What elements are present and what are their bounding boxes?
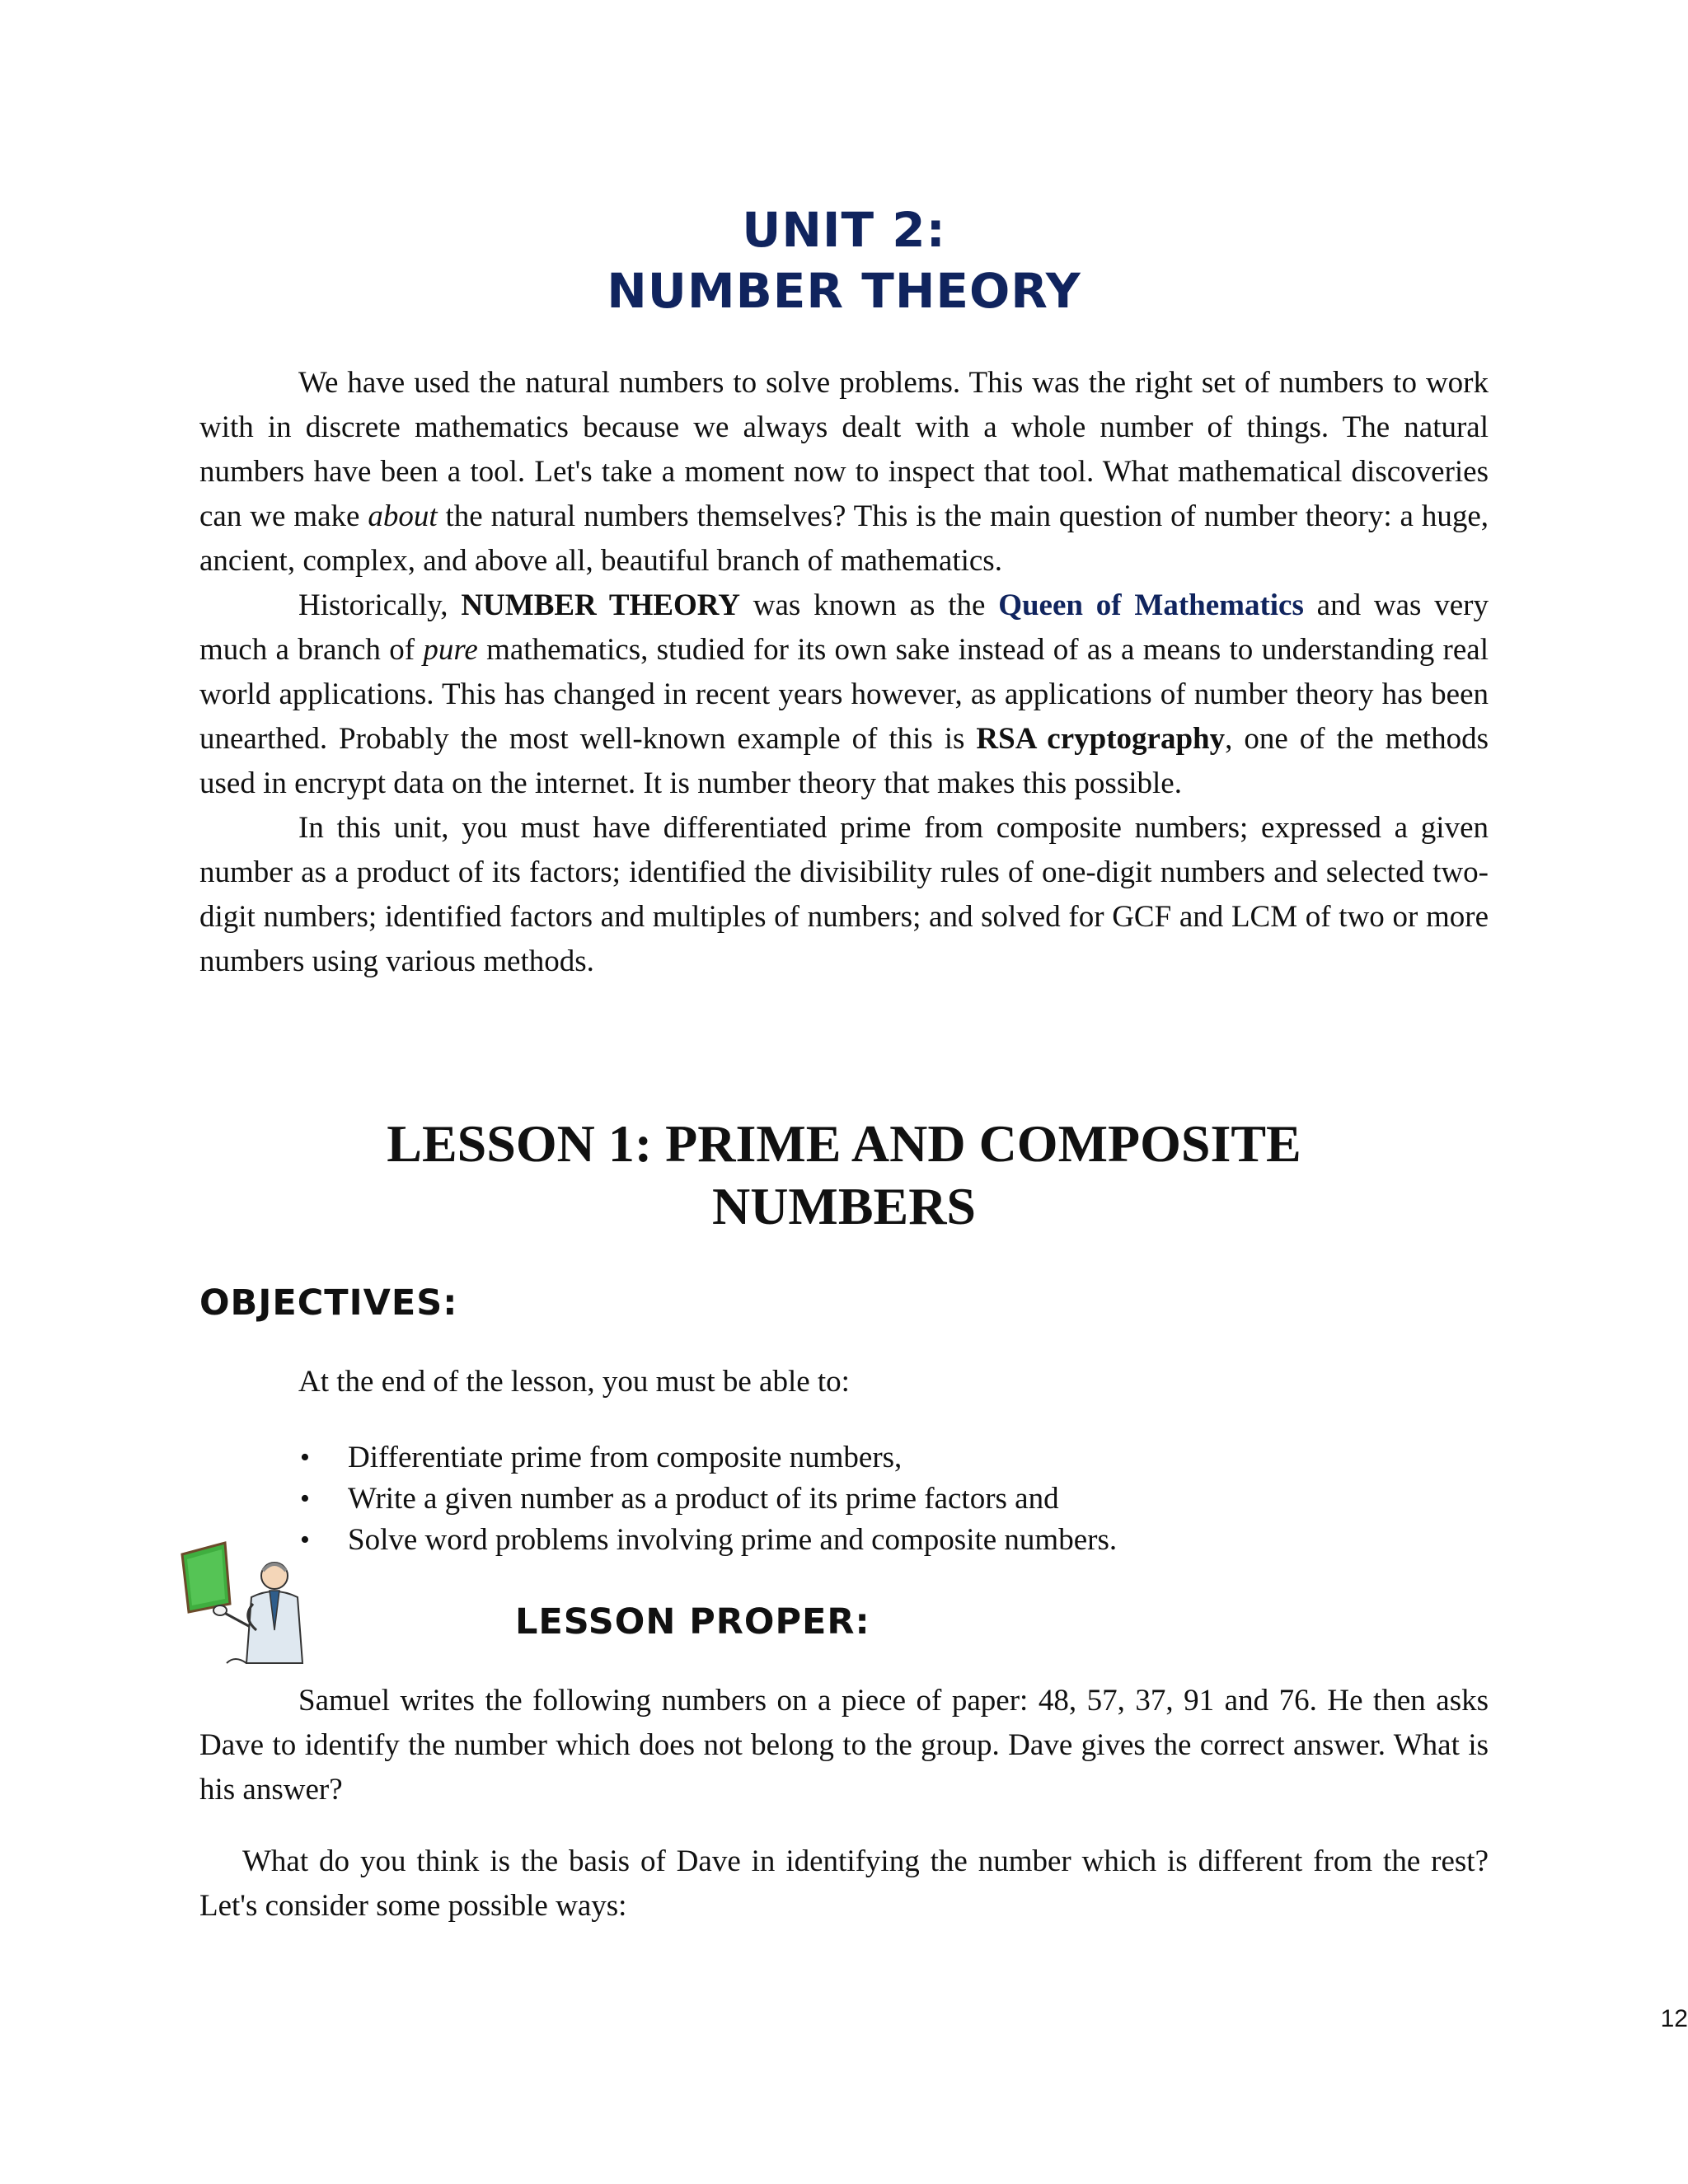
- text-run: the natural numbers themselves? This is the main question of number theory: a huge, ancient, complex, and above all, beautiful branch of mathematics.: [199, 499, 1489, 578]
- unit-title-line1: UNIT 2:: [742, 202, 946, 258]
- objectives-list: [298, 1437, 1117, 1561]
- story-section: [199, 1679, 1489, 1812]
- intro-paragraph-1: [199, 361, 1489, 583]
- text-run: Historically,: [298, 588, 462, 622]
- text-run: We have used the natural numbers to solve problems. This was the right set of numbers to work with in discrete mathematics because we always dealt with a whole number of things. The natural numbers have been a tool. Let's take a moment now to inspect that tool. What mathematical discoveries can we make: [199, 366, 1489, 533]
- text-run: , one of the methods used in encrypt data on the internet. It is number theory that makes this possible.: [199, 722, 1489, 800]
- emphasis-pure: pure: [423, 633, 478, 667]
- highlight-queen-of-mathematics: Queen of Mathematics: [998, 588, 1304, 622]
- question-paragraph: What do you think is the basis of Dave in identifying the number which is different from the rest? Let's consider some possible ways:: [199, 1844, 1489, 1923]
- text-run: and was very much a branch of: [199, 588, 1489, 667]
- lesson-proper-heading: LESSON PROPER:: [515, 1601, 870, 1643]
- objective-text: Differentiate prime from composite numbers,: [348, 1441, 903, 1474]
- lesson-title-line2: NUMBERS: [711, 1177, 977, 1235]
- bullet-icon: •: [300, 1483, 310, 1514]
- intro-paragraph-3: In this unit, you must have differentiated prime from composite numbers; expressed a given number as a product of its factors; identified the divisibility rules of one-digit numbers and selected two-digit numbers; identified factors and multiples of numbers; and solved for GCF and LCM of two or more numbers using various methods.: [199, 811, 1489, 978]
- unit-title-line2: NUMBER THEORY: [607, 263, 1081, 319]
- bold-rsa-cryptography: RSA cryptography: [976, 722, 1226, 756]
- objectives-intro: At the end of the lesson, you must be able to:: [298, 1365, 850, 1399]
- objective-text: Write a given number as a product of its prime factors and: [348, 1482, 1059, 1516]
- intro-section: [199, 361, 1489, 984]
- emphasis-about: about: [368, 499, 438, 533]
- bullet-icon: •: [300, 1525, 310, 1555]
- objectives-heading: OBJECTIVES:: [199, 1282, 458, 1324]
- intro-paragraph-2: [199, 583, 1489, 806]
- teacher-pointing-at-board-icon: [177, 1540, 309, 1671]
- list-item: [298, 1520, 1117, 1561]
- objective-text: Solve word problems involving prime and composite numbers.: [348, 1523, 1118, 1557]
- bullet-icon: •: [300, 1442, 310, 1473]
- text-run: was known as the: [739, 588, 999, 622]
- page-number: 12: [1660, 2005, 1688, 2032]
- lesson-title: [199, 1113, 1489, 1238]
- story-paragraph: Samuel writes the following numbers on a piece of paper: 48, 57, 37, 91 and 76. He then asks Dave to identify the number which does not belong to the group. Dave gives the correct answer. What is his answer?: [199, 1684, 1489, 1807]
- bold-number-theory: NUMBER THEORY: [461, 588, 740, 622]
- lesson-title-line1: LESSON 1: PRIME AND COMPOSITE: [387, 1114, 1301, 1173]
- unit-title: [199, 199, 1489, 321]
- text-run: mathematics, studied for its own sake instead of as a means to understanding real world applications. This has changed in recent years however, as applications of number theory has been unearthed. Probably the most well-known example of this is: [199, 633, 1489, 756]
- list-item: [298, 1437, 1117, 1479]
- list-item: [298, 1479, 1117, 1520]
- question-section: [199, 1840, 1489, 1929]
